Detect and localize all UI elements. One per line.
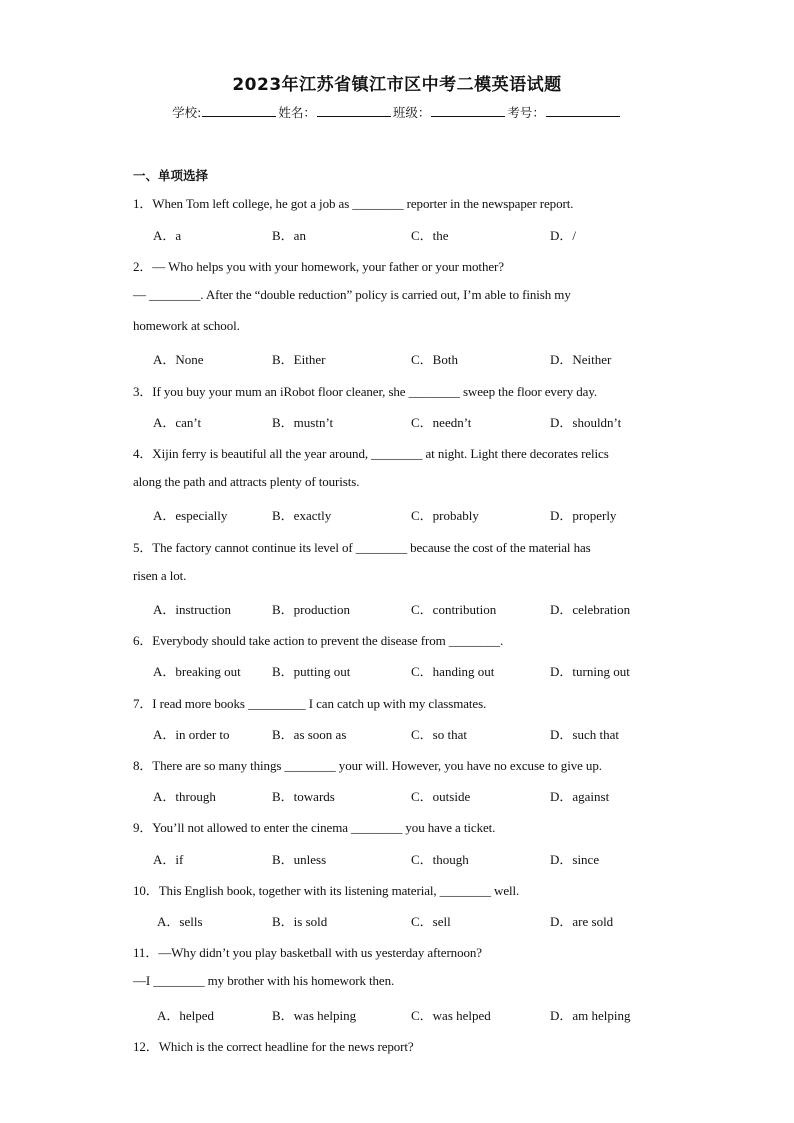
class-label: 班级：: [392, 105, 431, 120]
option-a[interactable]: A．if: [153, 852, 184, 867]
question-5-text-line2: risen a lot.: [133, 568, 187, 583]
option-c[interactable]: C．though: [411, 852, 469, 867]
question-1-text: 1．When Tom left college, he got a job as ________ reporter in the newspaper report.: [133, 196, 574, 211]
option-d[interactable]: D．shouldn’t: [550, 415, 622, 430]
option-a[interactable]: A．None: [153, 352, 204, 367]
student-info-row: [0, 103, 794, 121]
option-b[interactable]: B．was helping: [272, 1008, 357, 1023]
option-b[interactable]: B．as soon as: [272, 727, 347, 742]
option-a[interactable]: A．helped: [157, 1008, 215, 1023]
option-c[interactable]: C．probably: [411, 508, 479, 523]
option-a[interactable]: A．can’t: [153, 415, 202, 430]
question-10-text: 10．This English book, together with its listening material, ________ well.: [133, 883, 520, 898]
question-4-text: 4．Xijin ferry is beautiful all the year around, ________ at night. Light there decorates relics: [133, 446, 609, 461]
number-label: 考号：: [507, 105, 545, 120]
option-c[interactable]: C．sell: [411, 914, 451, 929]
question-5-text: 5．The factory cannot continue its level of ________ because the cost of the material has: [133, 540, 591, 555]
option-a[interactable]: A．sells: [157, 914, 203, 929]
option-b[interactable]: B．exactly: [272, 508, 332, 523]
option-d[interactable]: D．since: [550, 852, 600, 867]
option-a[interactable]: A．through: [153, 789, 216, 804]
question-2-text-line2: — ________. After the “double reduction” policy is carried out, I’m able to finish my: [133, 287, 571, 302]
option-b[interactable]: B．an: [272, 228, 306, 243]
question-11-text: 11．—Why didn’t you play basketball with us yesterday afternoon?: [133, 945, 482, 960]
option-a[interactable]: A．especially: [153, 508, 228, 523]
page-title: 2023年江苏省镇江市区中考二模英语试题: [232, 75, 562, 95]
option-c[interactable]: C．the: [411, 228, 449, 243]
option-a[interactable]: A．a: [153, 228, 182, 243]
option-d[interactable]: D．am helping: [550, 1008, 631, 1023]
question-12-text: 12．Which is the correct headline for the news report?: [133, 1039, 414, 1054]
option-b[interactable]: B．Either: [272, 352, 326, 367]
option-c[interactable]: C．needn’t: [411, 415, 472, 430]
option-c[interactable]: C．was helped: [411, 1008, 491, 1023]
option-a[interactable]: A．breaking out: [153, 664, 241, 679]
option-c[interactable]: C．handing out: [411, 664, 495, 679]
option-d[interactable]: D．against: [550, 789, 610, 804]
school-blank[interactable]: [202, 105, 276, 117]
name-blank[interactable]: [317, 105, 391, 117]
question-4-text-line2: along the path and attracts plenty of tourists.: [133, 474, 360, 489]
option-b[interactable]: B．putting out: [272, 664, 351, 679]
option-d[interactable]: D．Neither: [550, 352, 612, 367]
option-c[interactable]: C．contribution: [411, 602, 497, 617]
question-9-text: 9．You’ll not allowed to enter the cinema ________ you have a ticket.: [133, 820, 496, 835]
name-label: 姓名：: [278, 105, 316, 120]
option-d[interactable]: D．celebration: [550, 602, 631, 617]
option-c[interactable]: C．so that: [411, 727, 467, 742]
option-b[interactable]: B．unless: [272, 852, 327, 867]
class-blank[interactable]: [431, 105, 505, 117]
option-b[interactable]: B．mustn’t: [272, 415, 334, 430]
option-c[interactable]: C．outside: [411, 789, 471, 804]
question-8-text: 8．There are so many things ________ your will. However, you have no excuse to give up.: [133, 758, 602, 773]
question-6-text: 6．Everybody should take action to prevent the disease from ________.: [133, 633, 504, 648]
number-blank[interactable]: [546, 105, 620, 117]
question-2-text-line3: homework at school.: [133, 318, 240, 333]
option-b[interactable]: B．is sold: [272, 914, 328, 929]
option-a[interactable]: A．instruction: [153, 602, 231, 617]
option-d[interactable]: D．turning out: [550, 664, 630, 679]
option-a[interactable]: A．in order to: [153, 727, 230, 742]
school-label: 学校:: [172, 105, 202, 120]
question-7-text: 7．I read more books _________ I can catch up with my classmates.: [133, 696, 487, 711]
question-2-text: 2．— Who helps you with your homework, your father or your mother?: [133, 259, 504, 274]
option-d[interactable]: D．/: [550, 228, 577, 243]
option-d[interactable]: D．such that: [550, 727, 619, 742]
option-c[interactable]: C．Both: [411, 352, 458, 367]
option-b[interactable]: B．production: [272, 602, 350, 617]
question-11-text-line2: —I ________ my brother with his homework then.: [133, 973, 395, 988]
option-b[interactable]: B．towards: [272, 789, 335, 804]
section-title: 一、单项选择: [133, 168, 209, 183]
question-3-text: 3．If you buy your mum an iRobot floor cleaner, she ________ sweep the floor every day.: [133, 384, 598, 399]
option-d[interactable]: D．properly: [550, 508, 617, 523]
option-d[interactable]: D．are sold: [550, 914, 614, 929]
